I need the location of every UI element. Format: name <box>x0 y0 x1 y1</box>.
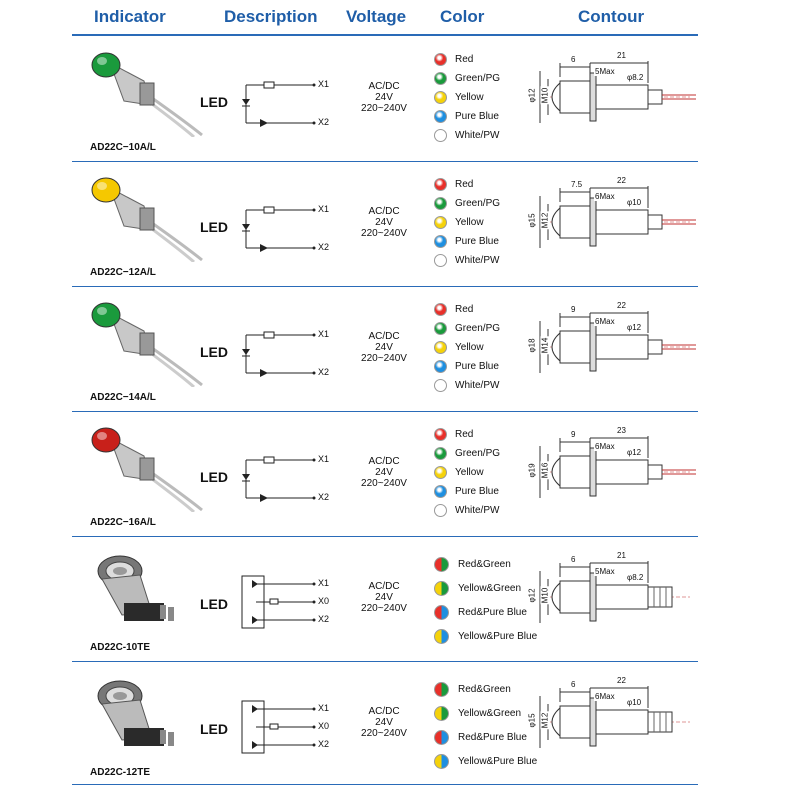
dim-max: 6Max <box>595 692 615 701</box>
product-image <box>82 45 212 137</box>
bicolor-dot-icon <box>434 706 449 721</box>
product-row <box>72 287 698 412</box>
voltage-line: 220~240V <box>361 728 407 739</box>
terminal-x1-label: X1 <box>318 79 330 89</box>
voltage-line: AC/DC <box>368 81 400 92</box>
header-description: Description <box>224 7 318 26</box>
dim-right-diameter: φ10 <box>627 698 642 707</box>
voltage-spec <box>344 331 424 364</box>
color-label: Pure Blue <box>455 236 499 247</box>
header-contour: Contour <box>578 7 645 26</box>
color-dot-icon <box>434 91 447 104</box>
bicolor-dot-icon <box>434 605 449 620</box>
color-label: Yellow&Pure Blue <box>458 630 538 642</box>
voltage-line: 220~240V <box>361 103 407 114</box>
voltage-line: 24V <box>375 92 393 103</box>
model-number: AD22C−10A/L <box>90 142 156 153</box>
contour-drawing <box>527 672 698 772</box>
color-dot-icon <box>434 178 447 191</box>
color-label: Yellow <box>455 92 484 103</box>
voltage-spec <box>344 456 424 489</box>
dim-top-left: 6 <box>571 555 576 564</box>
voltage-line: 220~240V <box>361 603 407 614</box>
color-label: Red&Pure Blue <box>458 606 527 618</box>
voltage-line: 24V <box>375 467 393 478</box>
color-label: Red <box>455 304 474 315</box>
circuit-diagram <box>196 192 330 262</box>
voltage-line: 24V <box>375 342 393 353</box>
dim-top-right: 22 <box>617 301 626 310</box>
dim-outer-diameter: φ15 <box>527 713 537 728</box>
dim-top-left: 6 <box>571 55 576 64</box>
dim-outer-diameter: φ19 <box>527 463 537 478</box>
color-label: Pure Blue <box>455 361 499 372</box>
terminal-x2-label: X2 <box>318 117 330 127</box>
dim-top-left: 9 <box>571 305 576 314</box>
dim-max: 5Max <box>595 567 615 576</box>
bicolor-dot-icon <box>434 581 449 596</box>
color-label: Yellow <box>455 467 484 478</box>
color-label: White/PW <box>455 255 500 266</box>
color-dot-icon <box>434 360 447 373</box>
color-dot-icon <box>434 379 447 392</box>
dim-thread: M10 <box>540 587 550 604</box>
circuit-diagram <box>196 67 330 137</box>
color-label: Red&Green <box>458 683 511 695</box>
color-label: Red <box>455 54 474 65</box>
color-dot-icon <box>434 341 447 354</box>
voltage-line: 220~240V <box>361 228 407 239</box>
voltage-line: 220~240V <box>361 478 407 489</box>
dim-max: 6Max <box>595 192 615 201</box>
model-number: AD22C−14A/L <box>90 392 156 403</box>
dim-outer-diameter: φ18 <box>527 338 537 353</box>
dim-outer-diameter: φ12 <box>527 588 537 603</box>
product-row <box>72 37 698 162</box>
product-image <box>82 295 212 387</box>
voltage-line: AC/DC <box>368 331 400 342</box>
led-label: LED <box>200 219 228 235</box>
model-number: AD22C−12A/L <box>90 267 156 278</box>
product-row <box>72 412 698 537</box>
dim-top-right: 21 <box>617 51 626 60</box>
bicolor-dot-icon <box>434 682 449 697</box>
terminal-x1-label: X1 <box>318 578 330 588</box>
model-number: AD22C-10TE <box>90 642 151 653</box>
led-label: LED <box>200 596 228 612</box>
model-number: AD22C−16A/L <box>90 517 156 528</box>
color-label: Yellow&Pure Blue <box>458 755 538 767</box>
color-label: Pure Blue <box>455 486 499 497</box>
bicolor-dot-icon <box>434 730 449 745</box>
color-dot-icon <box>434 72 447 85</box>
dim-thread: M16 <box>540 462 550 479</box>
color-label: Red&Pure Blue <box>458 731 527 743</box>
header-color: Color <box>440 7 485 26</box>
dim-top-left: 9 <box>571 430 576 439</box>
color-dot-icon <box>434 485 447 498</box>
color-label: Yellow <box>455 342 484 353</box>
dim-thread: M12 <box>540 712 550 729</box>
voltage-spec <box>344 581 424 614</box>
dim-thread: M14 <box>540 337 550 354</box>
circuit-diagram <box>196 695 330 765</box>
terminal-x1-label: X1 <box>318 329 330 339</box>
voltage-line: 24V <box>375 217 393 228</box>
header-indicator: Indicator <box>94 7 166 26</box>
dim-right-diameter: φ12 <box>627 323 642 332</box>
color-dot-icon <box>434 428 447 441</box>
color-dot-icon <box>434 197 447 210</box>
color-label: Green/PG <box>455 198 501 209</box>
voltage-line: 24V <box>375 592 393 603</box>
terminal-x2-label: X2 <box>318 492 330 502</box>
product-image <box>82 170 212 262</box>
circuit-diagram <box>196 317 330 387</box>
color-label: Yellow&Green <box>458 707 522 719</box>
color-dot-icon <box>434 53 447 66</box>
led-label: LED <box>200 344 228 360</box>
color-label: Green/PG <box>455 73 501 84</box>
color-dot-icon <box>434 303 447 316</box>
terminal-x0-label: X0 <box>318 596 330 606</box>
dim-top-right: 23 <box>617 426 626 435</box>
contour-drawing <box>527 297 698 397</box>
voltage-line: AC/DC <box>368 206 400 217</box>
dim-thread: M10 <box>540 87 550 104</box>
bicolor-dot-icon <box>434 629 449 644</box>
dim-top-right: 21 <box>617 551 626 560</box>
model-number: AD22C-12TE <box>90 767 151 778</box>
voltage-line: 24V <box>375 717 393 728</box>
contour-drawing <box>527 172 698 272</box>
dim-right-diameter: φ12 <box>627 448 642 457</box>
terminal-x1-label: X1 <box>318 454 330 464</box>
terminal-x1-label: X1 <box>318 703 330 713</box>
color-dot-icon <box>434 216 447 229</box>
header-voltage: Voltage <box>346 7 407 26</box>
product-row <box>72 662 698 785</box>
bicolor-dot-icon <box>434 754 449 769</box>
dim-right-diameter: φ10 <box>627 198 642 207</box>
header-divider <box>72 34 698 36</box>
led-label: LED <box>200 94 228 110</box>
led-label: LED <box>200 469 228 485</box>
terminal-x2-label: X2 <box>318 739 330 749</box>
color-dot-icon <box>434 447 447 460</box>
dim-top-left: 6 <box>571 680 576 689</box>
product-image <box>82 545 212 637</box>
color-label: White/PW <box>455 380 500 391</box>
dim-right-diameter: φ8.2 <box>627 573 644 582</box>
bicolor-dot-icon <box>434 557 449 572</box>
terminal-x2-label: X2 <box>318 367 330 377</box>
color-label: Yellow&Green <box>458 582 522 594</box>
voltage-spec <box>344 206 424 239</box>
voltage-line: AC/DC <box>368 581 400 592</box>
color-dot-icon <box>434 254 447 267</box>
color-dot-icon <box>434 504 447 517</box>
circuit-diagram <box>196 442 330 512</box>
color-dot-icon <box>434 235 447 248</box>
dim-top-right: 22 <box>617 676 626 685</box>
color-dot-icon <box>434 110 447 123</box>
voltage-spec <box>344 81 424 114</box>
product-image <box>82 420 212 512</box>
dim-max: 6Max <box>595 317 615 326</box>
terminal-x0-label: X0 <box>318 721 330 731</box>
color-dot-icon <box>434 466 447 479</box>
voltage-line: AC/DC <box>368 706 400 717</box>
color-label: Red <box>455 429 474 440</box>
color-dot-icon <box>434 129 447 142</box>
dim-top-left: 7.5 <box>571 180 583 189</box>
contour-drawing <box>527 47 698 147</box>
terminal-x2-label: X2 <box>318 614 330 624</box>
dim-top-right: 22 <box>617 176 626 185</box>
contour-drawing <box>527 422 698 522</box>
circuit-diagram <box>196 570 330 640</box>
color-label: Green/PG <box>455 323 501 334</box>
dim-outer-diameter: φ12 <box>527 88 537 103</box>
color-label: Red&Green <box>458 558 511 570</box>
product-image <box>82 670 212 762</box>
voltage-spec <box>344 706 424 739</box>
color-label: Yellow <box>455 217 484 228</box>
contour-drawing <box>527 547 698 647</box>
product-row <box>72 537 698 662</box>
dim-thread: M12 <box>540 212 550 229</box>
terminal-x2-label: X2 <box>318 242 330 252</box>
color-label: Pure Blue <box>455 111 499 122</box>
dim-max: 6Max <box>595 442 615 451</box>
color-label: Red <box>455 179 474 190</box>
color-label: Green/PG <box>455 448 501 459</box>
table-header <box>0 0 786 36</box>
product-row <box>72 162 698 287</box>
dim-max: 5Max <box>595 67 615 76</box>
voltage-line: 220~240V <box>361 353 407 364</box>
color-label: White/PW <box>455 130 500 141</box>
color-dot-icon <box>434 322 447 335</box>
dim-outer-diameter: φ15 <box>527 213 537 228</box>
color-label: White/PW <box>455 505 500 516</box>
dim-right-diameter: φ8.2 <box>627 73 644 82</box>
terminal-x1-label: X1 <box>318 204 330 214</box>
voltage-line: AC/DC <box>368 456 400 467</box>
led-label: LED <box>200 721 228 737</box>
